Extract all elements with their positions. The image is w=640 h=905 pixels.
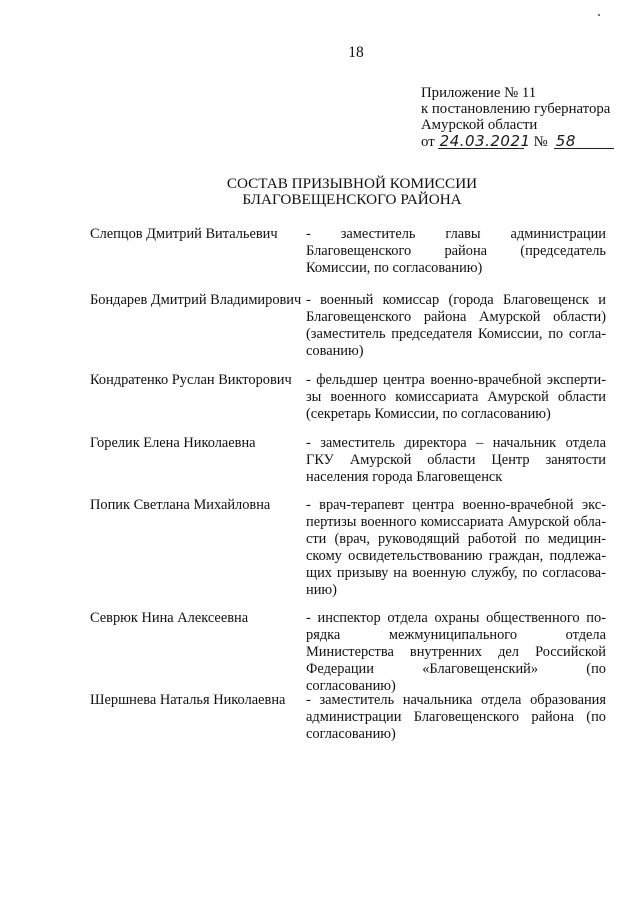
member-role: - инспектор отдела охраны общественного порядка межмуниципального отдела Министерства внутренних дел Российской Федерации «Благовещенский» (по согласованию) <box>306 610 606 694</box>
page-number: 18 <box>348 44 364 61</box>
annex-block <box>421 85 621 150</box>
member-role: - врач-терапевт центра военно-врачебной экспертизы военного комиссариата Амурской области (врач, руководящий работой по медицинскому освидетельствованию граждан, подлежащих призыву на военную службу, по согласованию) <box>306 497 606 598</box>
member-name: Слепцов Дмитрий Витальевич <box>90 226 278 242</box>
member-name: Кондратенко Руслан Викторович <box>90 372 292 388</box>
member-role: - заместитель директора – начальник отдела ГКУ Амурской области Центр занятости населения города Благовещенск <box>306 435 606 485</box>
member-name: Севрюк Нина Алексеевна <box>90 610 249 626</box>
member-name: Шершнева Наталья Николаевна <box>90 692 286 708</box>
document-title <box>32 176 640 208</box>
annex-line-3: Амурской области <box>421 117 538 133</box>
member-name: Горелик Елена Николаевна <box>90 435 256 451</box>
from-label: от <box>421 134 435 150</box>
member-role: - заместитель главы администрации Благовещенского района (председатель Комиссии, по согласованию) <box>306 226 606 276</box>
member-role: - фельдшер центра военно-врачебной экспертизы военного комиссариата Амурской области (секретарь Комиссии, по согласованию) <box>306 372 606 422</box>
title-line-1: СОСТАВ ПРИЗЫВНОЙ КОМИССИИ <box>226 175 478 192</box>
annex-date-number-line <box>421 134 621 150</box>
annex-line-2: к постановлению губернатора <box>421 101 611 117</box>
number-label: № <box>533 134 548 150</box>
scan-mark <box>598 14 600 16</box>
member-role: - военный комиссар (города Благовещенск и Благовещенского района Амурской области) (заместитель председателя Комиссии, по согласованию) <box>306 292 606 359</box>
handwritten-date: 24.03.2021 <box>439 132 531 150</box>
annex-line-1: Приложение № 11 <box>421 85 537 101</box>
handwritten-number: 58 <box>554 134 614 149</box>
member-role: - заместитель начальника отдела образования администрации Благовещенского района (по согласованию) <box>306 692 606 742</box>
member-name: Попик Светлана Михайловна <box>90 497 271 513</box>
member-name: Бондарев Дмитрий Владимирович <box>90 292 302 308</box>
title-line-2: БЛАГОВЕЩЕНСКОГО РАЙОНА <box>242 191 462 208</box>
